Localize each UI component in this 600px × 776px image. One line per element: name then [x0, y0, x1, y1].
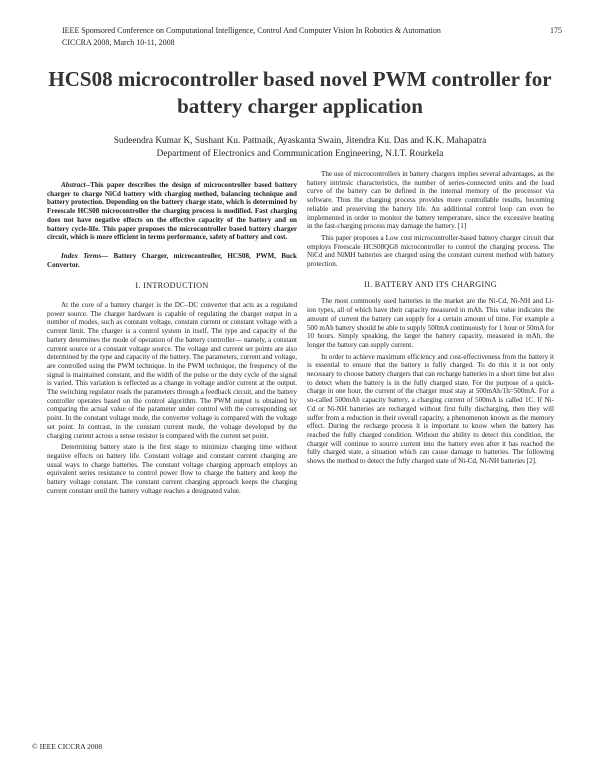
index-terms — [47, 252, 297, 269]
abstract-label: Abstract — [61, 181, 86, 189]
page-number: 175 — [550, 26, 562, 35]
section-heading-battery: II. BATTERY AND ITS CHARGING — [364, 279, 497, 289]
body-paragraph: The most commonly used batteries in the market are the Ni-Cd, Ni-NH and Li-ion types, all of which have their capacity measured in mAh. This value indicates the amount of current the battery can supply for a certain amount of time. For example a 500 mAh battery should be able to supply 500mA continuously for 1 hour or 50mA for 10 hours. Simply speaking, the larger the battery capacity, measured in mAh, the longer the battery can supply current. — [307, 297, 554, 349]
paper-title: HCS08 microcontroller based novel PWM controller for battery charger application — [48, 67, 552, 118]
body-paragraph: The use of microcontrollers in battery chargers implies several advantages, as the battery intrinsic characteristics, the number of series-connected units and the load curve of the battery can be defined in the internal memory of the processor via software. Thus the charging process provides more controllable results, becoming reliable and preserving the battery life. An additional control loop can even be implemented in order to monitor the battery temperature, since the excessive heating in the fast-charging process may damage the battery. [1] — [307, 170, 554, 231]
copyright-footer: © IEEE CICCRA 2008 — [32, 742, 103, 751]
conference-venue: CICCRA 2008, March 10-11, 2008 — [62, 38, 175, 47]
intro-paragraph: At the core of a battery charger is the DC–DC converter that acts as a regulated power source. The charger hardware is capable of regulating the charger output in a number of modes, such as constant voltage, constant current or constant voltage with a current limit. The charger is a control system in itself. The type and capacity of the battery determines the mode of operation of the battery controller— namely, a constant current source or a constant voltage source. The voltage and current set points are also determined by the type and capacity of the battery. The parameters, current and voltage, are controlled using the PWM technique. In the PWM technique, the frequency of the signal is maintained constant, and the width of the pulse or the duty cycle of the signal is varied. This variation is reflected as a change in voltage and/or current at the output. The switching regulator reads the parameters through a feedback circuit, and the battery controller operates based on the control algorithm. The PWM output is obtained by comparing the actual value of the parameter under control with the corresponding set point. In the constant voltage mode, the converter voltage is compared with the voltage set point. In contrast, in the constant current mode, the voltage developed by the charging current across a sense resistor is compared with the current set point. — [47, 301, 297, 440]
index-terms-text: — Battery Charger, microcontroller, HCS08, PWM, Buck Convertor. — [47, 251, 297, 269]
body-paragraph: This paper proposes a Low cost microcontroller-based battery charger circuit that employs Freescale HCS08QG8 microcontroller to control the charging process. The NiCd and NiMH batteries are charged using the constant current method with battery protection. — [307, 233, 554, 269]
right-column — [307, 170, 554, 466]
author-block — [40, 135, 560, 161]
abstract — [47, 181, 297, 242]
affiliation: Department of Electronics and Communication Engineering, N.I.T. Rourkela — [156, 149, 444, 159]
conference-name: IEEE Sponsored Conference on Computational Intelligence, Control And Computer Vision In Robotics & Automation — [62, 26, 441, 35]
section-heading-introduction: I. INTRODUCTION — [135, 281, 209, 291]
abstract-text: --This paper describes the design of microcontroller based battery charger to charge NiCd battery with charging method, balancing technique and battery protection. Depending on the battery charge state, which is determined by Freescale HCS08 microcontroller the charging process is modified. Fast charging does not have negative effects on the effective capacity of the battery and on battery cycle-life. This paper proposes the microcontroller based battery charger circuit, which is more efficient in terms performance, safety of battery and cost. — [47, 181, 297, 242]
author-list: Sudeendra Kumar K, Sushant Ku. Pattnaik, Ayaskanta Swain, Jitendra Ku. Das and K.K. Mahapatra — [113, 136, 487, 146]
body-paragraph: In order to achieve maximum efficiency and cost-effectiveness from the battery it is essential to ensure that the battery is fully charged. To do this it is not only necessary to choose battery chargers that can recharge batteries in a short time but also to detect when the battery is in the fully charged state. For the purpose of a quick-charge in one hour, the current of the charger must stay at 500mAh/1h=500mA. For a so-called 500mAh capacity battery, a charging current of 500mA is called 1C. If Ni-Cd or Ni-NH batteries are recharged without first fully discharging, then they will suffer from a reduction in their overall capacity, a phenomenon known as the memory effect. During the recharge process it is important to know when the battery has reached the fully charged condition. Without the ability to detect this condition, the charger will continue to source current into the battery even after it has reached the fully charged state, a situation which can cause damage to batteries. The following shows the method to detect the fully charged state of Ni-Cd, Ni-NH batteries [2]. — [307, 352, 554, 466]
running-header — [62, 25, 562, 49]
left-column — [47, 181, 297, 496]
index-terms-label: Index Terms — [61, 251, 102, 260]
intro-paragraph: Determining battery state is the first stage to minimize charging time without negative effects on battery life. Constant voltage and constant current charging are usual ways to charge batteries. The constant voltage charging approach employs an equivalent series resistance to control power flow to charge the battery and keep the battery voltage constant. The constant current charging approach keeps the charging current constant until the battery voltage reaches a designated value. — [47, 443, 297, 495]
